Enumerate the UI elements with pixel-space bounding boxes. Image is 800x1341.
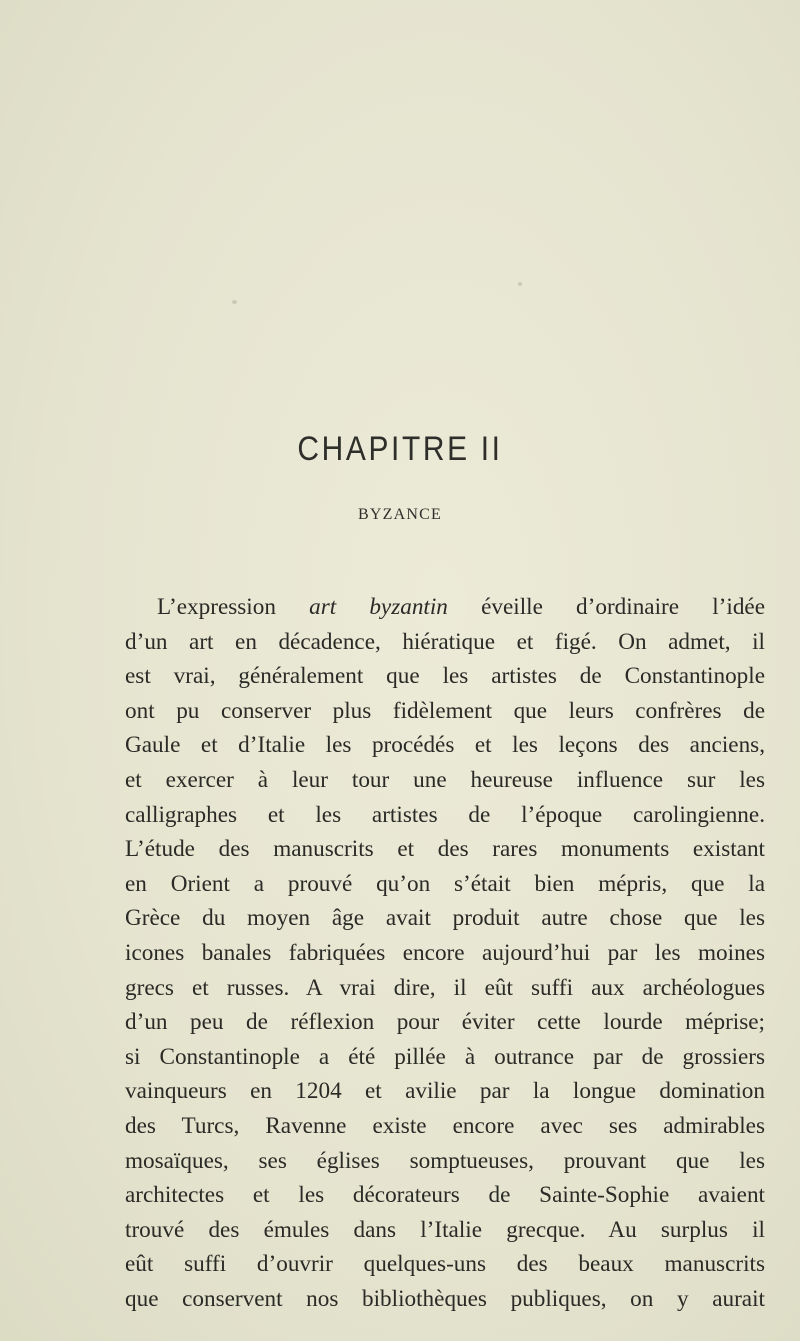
text-line: Grèce du moyen âge avait produit autre chose que les	[125, 905, 765, 932]
text-line: en Orient a prouvé qu’on s’était bien mépris, que la	[125, 870, 765, 897]
body-paragraph	[125, 590, 765, 1316]
text-segment: L’expression	[157, 594, 310, 620]
paper-spot	[518, 282, 522, 286]
text-line: est vrai, généralement que les artistes de Constantinople	[125, 663, 765, 690]
text-line: et exercer à leur tour une heureuse influence sur les	[125, 766, 765, 793]
italic-term: art byzantin	[309, 594, 448, 620]
text-segment: éveille d’ordinaire l’idée	[447, 594, 765, 620]
text-line: si Constantinople a été pillée à outrance par de grossiers	[125, 1043, 765, 1070]
text-line: L’étude des manuscrits et des rares monuments existant	[125, 836, 765, 863]
text-line: ont pu conserver plus fidèlement que leurs confrères de	[125, 697, 765, 724]
text-line: d’un peu de réflexion pour éviter cette lourde méprise;	[125, 1009, 765, 1036]
text-line: icones banales fabriquées encore aujourd’hui par les moines	[125, 939, 765, 966]
text-line: architectes et les décorateurs de Sainte-Sophie avaient	[125, 1182, 765, 1209]
text-line: eût suffi d’ouvrir quelques-uns des beaux manuscrits	[125, 1251, 765, 1278]
chapter-title: CHAPITRE II	[297, 430, 503, 468]
section-title: BYZANCE	[358, 506, 442, 523]
paper-spot	[232, 300, 237, 304]
text-line: Gaule et d’Italie les procédés et les leçons des anciens,	[125, 732, 765, 759]
text-line: grecs et russes. A vrai dire, il eût suffi aux archéologues	[125, 974, 765, 1001]
text-line: vainqueurs en 1204 et avilie par la longue domination	[125, 1078, 765, 1105]
text-line: trouvé des émules dans l’Italie grecque. Au surplus il	[125, 1216, 765, 1243]
text-line: que conservent nos bibliothèques publiques, on y aurait	[125, 1285, 765, 1312]
text-line: des Turcs, Ravenne existe encore avec ses admirables	[125, 1112, 765, 1139]
text-line: mosaïques, ses églises somptueuses, prouvant que les	[125, 1147, 765, 1174]
text-line: calligraphes et les artistes de l’époque carolingienne.	[125, 801, 765, 828]
text-line	[125, 590, 765, 625]
text-line: d’un art en décadence, hiératique et figé. On admet, il	[125, 628, 765, 655]
